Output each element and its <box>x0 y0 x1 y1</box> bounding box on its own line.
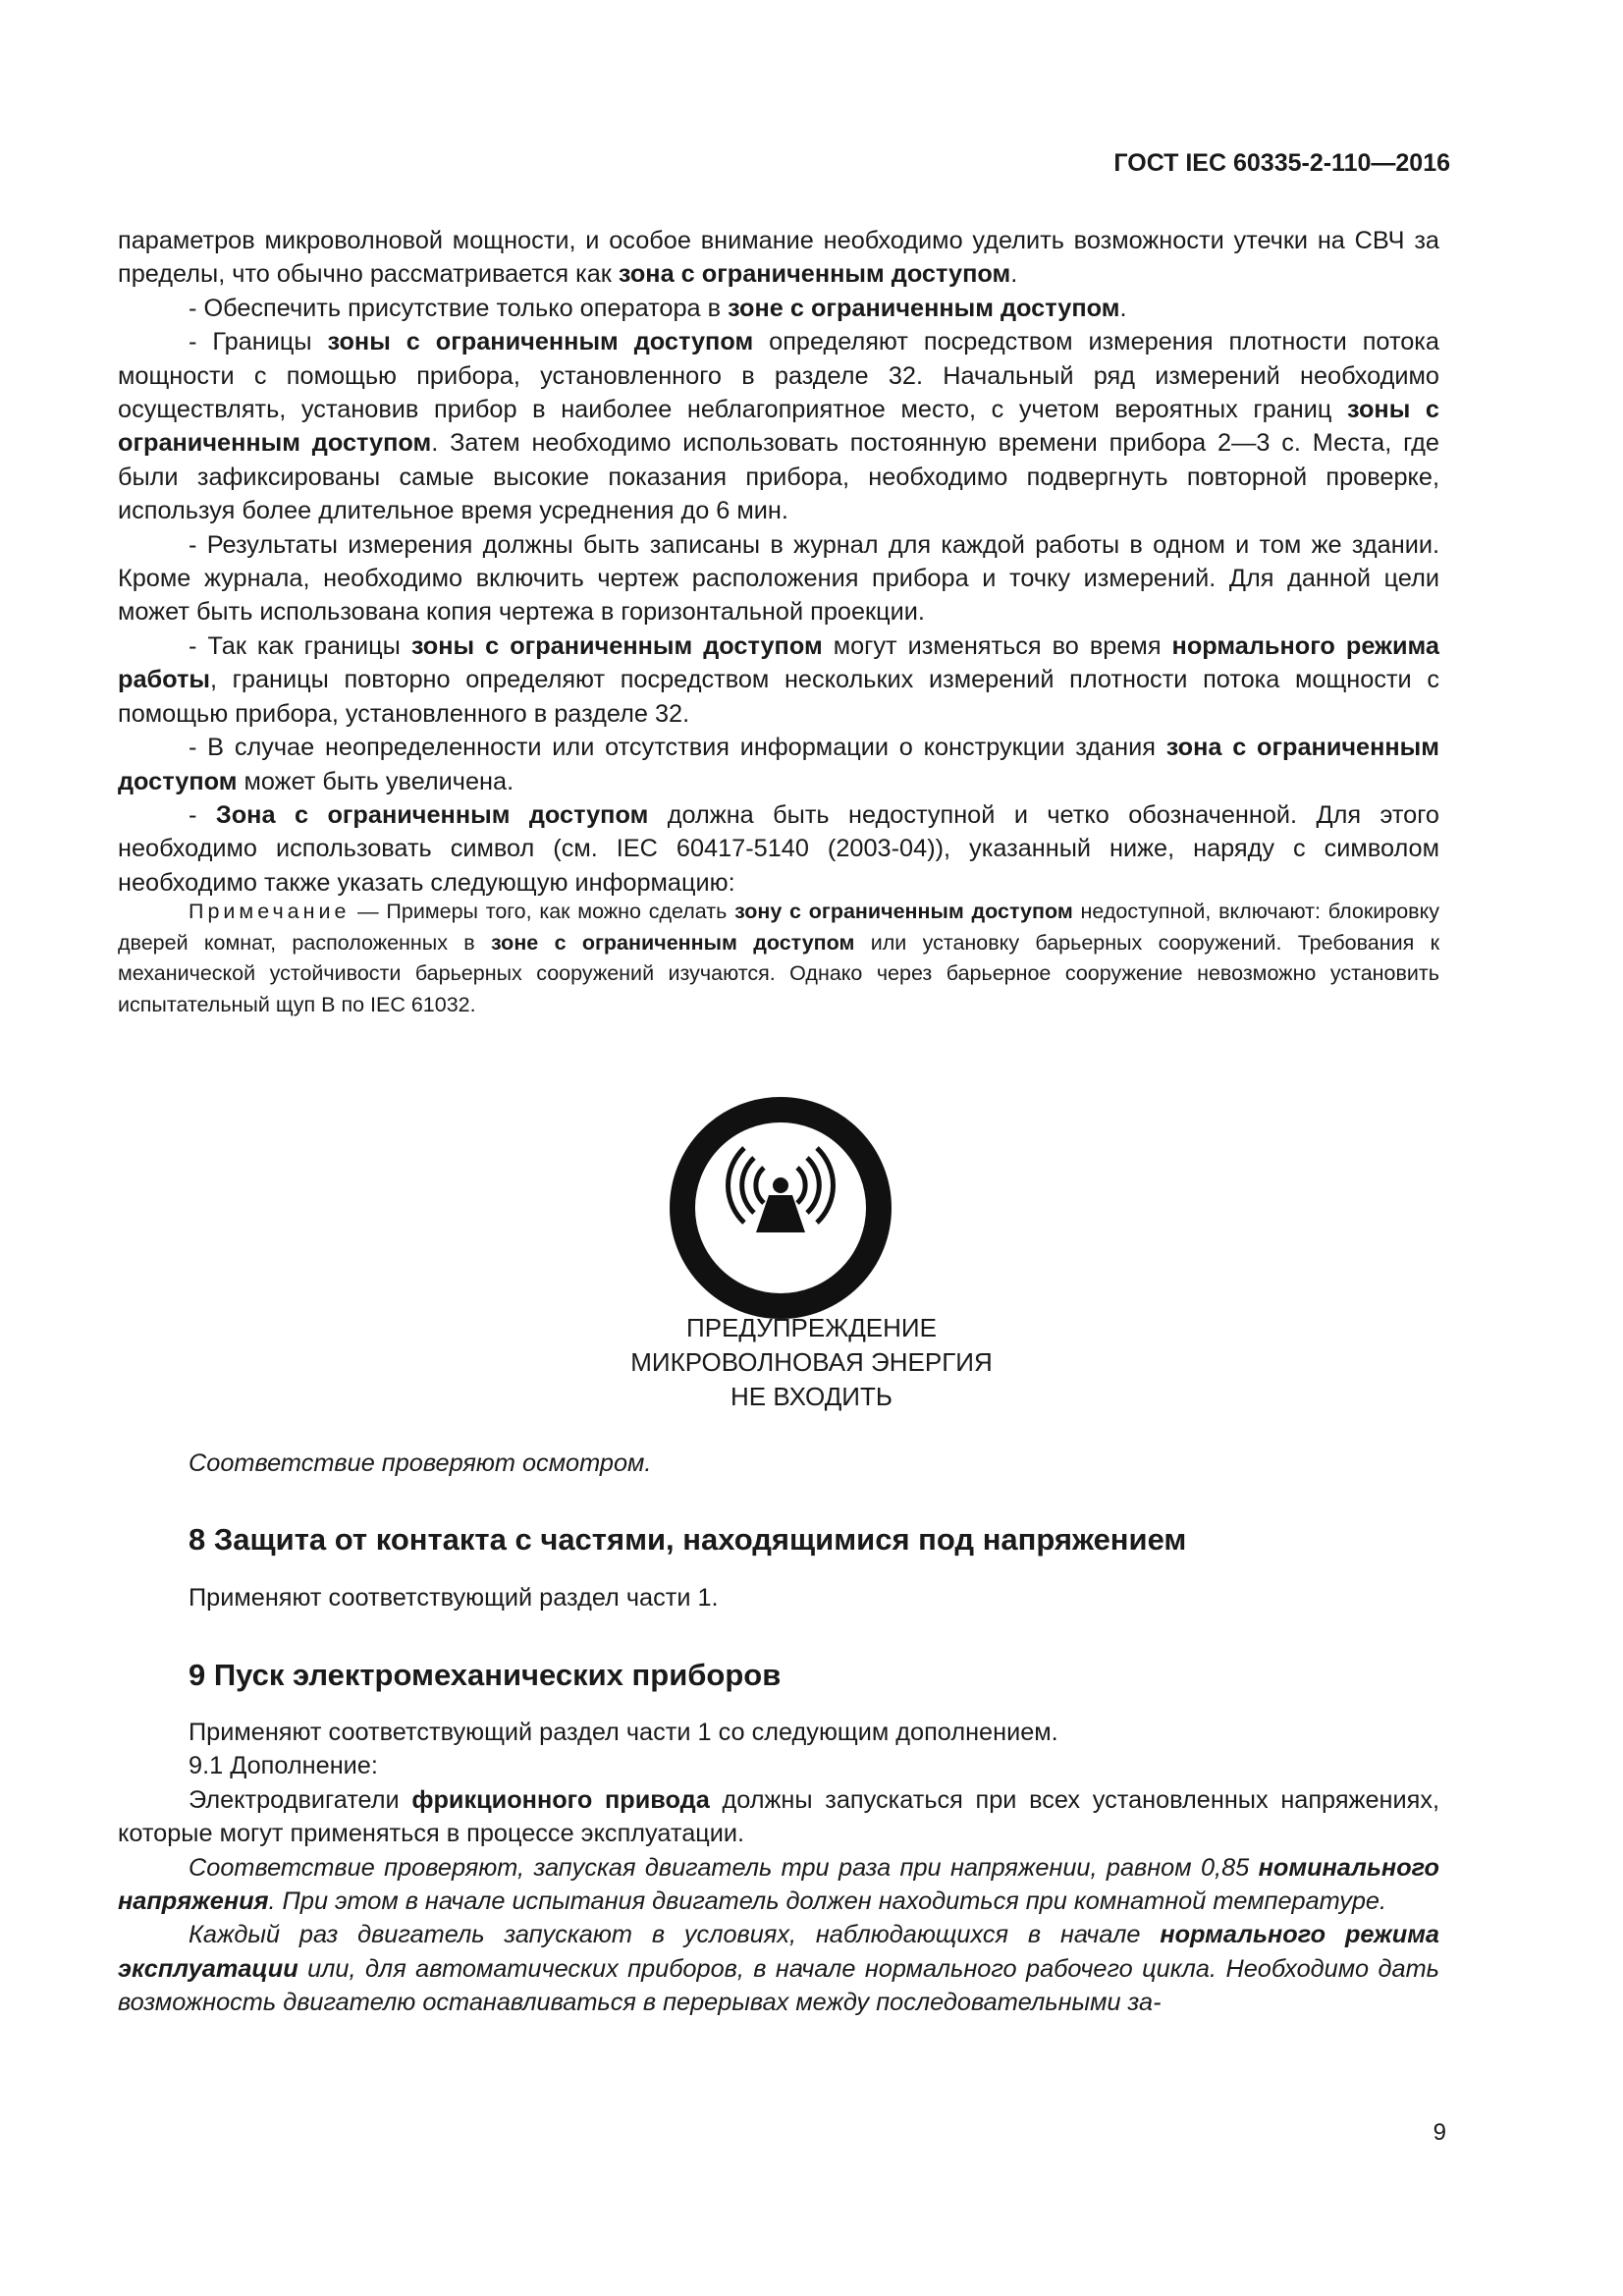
section-8-title: 8 Защита от контакта с частями, находящимися под напряжением <box>189 1522 1187 1557</box>
compliance-text: Соответствие проверяют осмотром. <box>189 1449 652 1477</box>
intro-text <box>118 224 1439 900</box>
paragraph: - Результаты измерения должны быть записаны в журнал для каждой работы в одном и том же здании. Кроме журнала, необходимо включить чертеж расположения прибора и точку измерений. Для данной цели может быть использована копия чертежа в горизонтальной проекции. <box>118 530 1439 627</box>
paragraph: Электродвигатели фрикционного привода должны запускаться при всех установленных напряжениях, которые могут применяться в процессе эксплуатации. <box>118 1785 1440 1848</box>
paragraph: - Так как границы зоны с ограниченным доступом могут изменяться во время нормального режима работы, границы повторно определяют посредством нескольких измерений плотности потока мощности с помощью прибора, установленного в разделе 32. <box>118 631 1439 728</box>
page-number: 9 <box>1433 2119 1446 2146</box>
document-code-header: ГОСТ IEC 60335-2-110—2016 <box>1113 149 1450 177</box>
note-block: Примечание — Примеры того, как можно сделать зону с ограниченным доступом недоступной, включают: блокировку дверей комнат, расположенных в зоне с ограниченным доступом или установку барьерных сооружений. Требования к механической устойчивости барьерных сооружений изучаются. Однако через барьерное сооружение невозможно установить испытательный щуп B по IEC 61032. <box>118 900 1439 1016</box>
paragraph: - Обеспечить присутствие только оператора в зоне с ограниченным доступом. <box>189 294 1127 322</box>
paragraph: - Зона с ограниченным доступом должна быть недоступной и четко обозначенной. Для этого необходимо использовать символ (см. IEC 60417-5140 (2003-04)), указанный ниже, наряду с символом необходимо также указать следующую информацию: <box>118 800 1439 897</box>
warning-line: НЕ ВХОДИТЬ <box>730 1382 893 1411</box>
section-9-title: 9 Пуск электромеханических приборов <box>189 1658 782 1692</box>
warning-line: ПРЕДУПРЕЖДЕНИЕ <box>686 1313 937 1342</box>
non-ionizing-radiation-warning-icon <box>668 1095 893 1321</box>
paragraph: - В случае неопределенности или отсутствия информации о конструкции здания зона с ограниченным доступом может быть увеличена. <box>118 734 1439 795</box>
paragraph: параметров микроволновой мощности, и особое внимание необходимо уделить возможности утечки на СВЧ за пределы, что обычно рассматривается как зона с ограниченным доступом. <box>118 227 1439 289</box>
warning-label <box>0 1311 1623 1414</box>
paragraph: Соответствие проверяют, запуская двигатель три раза при напряжении, равном 0,85 номинального напряжения. При этом в начале испытания двигатель должен находиться при комнатной температуре. <box>118 1853 1439 1916</box>
paragraph: Каждый раз двигатель запускают в условиях, наблюдающихся в начале нормального режима эксплуатации или, для автоматических приборов, в начале нормального рабочего цикла. Необходимо дать возможность двигателю останавливаться в перерывах между последовательными за- <box>118 1921 1439 2017</box>
paragraph: 9.1 Дополнение: <box>189 1752 378 1780</box>
paragraph: Применяют соответствующий раздел части 1 со следующим дополнением. <box>189 1719 1058 1746</box>
note-label: Примечание <box>189 900 351 923</box>
warning-line: МИКРОВОЛНОВАЯ ЭНЕРГИЯ <box>630 1347 993 1377</box>
paragraph: - Границы зоны с ограниченным доступом определяют посредством измерения плотности потока мощности с помощью прибора, установленного в разделе 32. Начальный ряд измерений необходимо осуществлять, установив прибор в наиболее неблагоприятное место, с учетом вероятных границ зоны с ограниченным доступом. Затем необходимо использовать постоянную времени прибора 2—3 с. Места, где были зафиксированы самые высокие показания прибора, необходимо подвергнуть повторной проверке, используя более длительное время усреднения до 6 мин. <box>118 328 1440 525</box>
section-9-body <box>118 1716 1439 2020</box>
section-8-text: Применяют соответствующий раздел части 1. <box>189 1584 719 1612</box>
